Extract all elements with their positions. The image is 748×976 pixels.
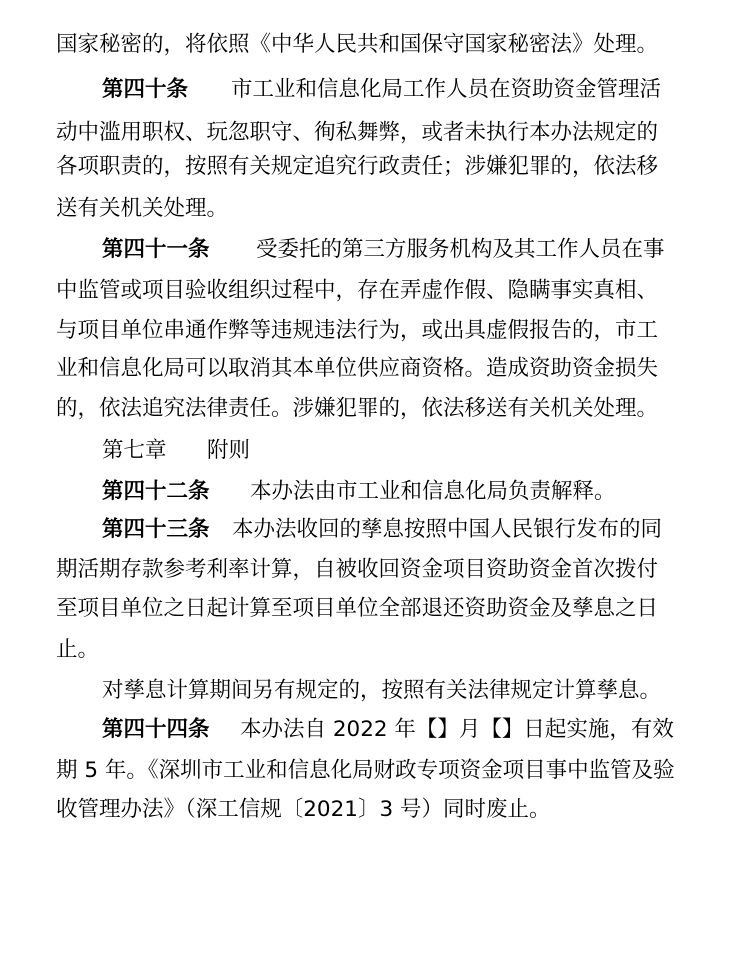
chapter-title: 附则 [207, 438, 251, 463]
chapter-heading: 第七章 [102, 438, 167, 463]
text-line: 国家秘密的，将依照《中华人民共和国保守国家秘密法》处理。 [56, 32, 659, 57]
text-line: 与项目单位串通作弊等违规违法行为，或出具虚假报告的，市工 [56, 318, 659, 343]
text-line: 的，依法追究法律责任。涉嫌犯罪的，依法移送有关机关处理。 [56, 396, 659, 421]
text-line: 动中滥用职权、玩忽职守、徇私舞弊，或者未执行本办法规定的 [56, 120, 659, 145]
text-line: 送有关机关处理。 [56, 196, 229, 221]
text-line: 本办法由市工业和信息化局负责解释。 [250, 479, 616, 504]
article-heading: 第四十四条 [102, 717, 210, 742]
text-line: 本办法收回的孳息按照中国人民银行发布的同 [232, 517, 663, 542]
text-line: 收管理办法》（深工信规〔2021〕3 号）同时废止。 [56, 797, 551, 822]
article-heading: 第四十条 [102, 77, 189, 102]
text-line: 至项目单位之日起计算至项目单位全部退还资助资金及孳息之日 [56, 596, 659, 621]
text-line: 受委托的第三方服务机构及其工作人员在事 [256, 237, 665, 262]
article-heading: 第四十二条 [102, 479, 210, 504]
article-heading: 第四十三条 [102, 517, 210, 542]
text-line: 期 5 年。《深圳市工业和信息化局财政专项资金项目事中监管及验 [56, 758, 675, 783]
text-line: 市工业和信息化局工作人员在资助资金管理活 [231, 77, 662, 102]
text-line: 对孳息计算期间另有规定的，按照有关法律规定计算孳息。 [102, 678, 662, 703]
text-line: 各项职责的，按照有关规定追究行政责任；涉嫌犯罪的，依法移 [56, 154, 659, 179]
text-line: 业和信息化局可以取消其本单位供应商资格。造成资助资金损失 [56, 356, 659, 381]
article-heading: 第四十一条 [102, 237, 210, 262]
text-line: 期活期存款参考利率计算，自被收回资金项目资助资金首次拨付 [56, 557, 659, 582]
text-line: 本办法自 2022 年【】月【】日起实施，有效 [240, 717, 674, 742]
text-line: 止。 [56, 637, 100, 662]
text-line: 中监管或项目验收组织过程中，存在弄虚作假、隐瞒事实真相、 [56, 278, 659, 303]
